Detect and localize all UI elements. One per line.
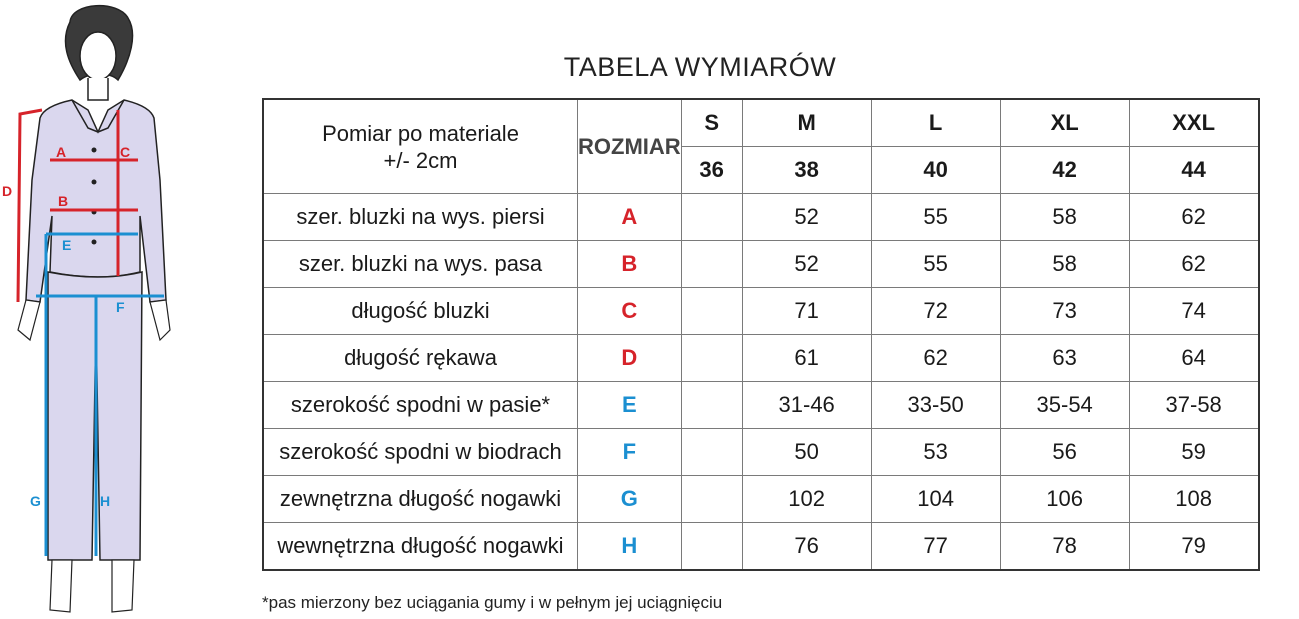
size-number: 38 (742, 147, 871, 194)
cell-value: 63 (1000, 335, 1129, 382)
table-row (263, 288, 1259, 335)
size-number: 42 (1000, 147, 1129, 194)
cell-value: 52 (742, 194, 871, 241)
cell-value: 35-54 (1000, 382, 1129, 429)
cell-value: 78 (1000, 523, 1129, 571)
cell-value: 37-58 (1129, 382, 1259, 429)
row-code: G (578, 476, 682, 523)
figure-label-h: H (100, 493, 111, 509)
size-xxl: XXL (1129, 99, 1259, 147)
footnote: *pas mierzony bez uciągania gumy i w pełnym jej uciągnięciu (262, 593, 723, 612)
row-code: A (578, 194, 682, 241)
cell-value: 62 (1129, 241, 1259, 288)
cell-value (681, 382, 742, 429)
figure-label-b: B (58, 193, 69, 209)
figure-label-f: F (116, 299, 125, 315)
size-number: 44 (1129, 147, 1259, 194)
row-code: C (578, 288, 682, 335)
pajama-measurement-figure (0, 0, 260, 619)
cell-value: 77 (871, 523, 1000, 571)
cell-value: 61 (742, 335, 871, 382)
cell-value: 102 (742, 476, 871, 523)
size-table (262, 98, 1260, 571)
row-label: długość bluzki (263, 288, 578, 335)
table-row (263, 382, 1259, 429)
size-s: S (681, 99, 742, 147)
table-row (263, 241, 1259, 288)
cell-value: 73 (1000, 288, 1129, 335)
row-label: szerokość spodni w pasie* (263, 382, 578, 429)
row-label: szer. bluzki na wys. pasa (263, 241, 578, 288)
size-number: 36 (681, 147, 742, 194)
cell-value (681, 335, 742, 382)
table-row (263, 429, 1259, 476)
row-code: F (578, 429, 682, 476)
cell-value (681, 241, 742, 288)
size-label: ROZMIAR (578, 99, 682, 194)
cell-value (681, 429, 742, 476)
cell-value: 53 (871, 429, 1000, 476)
row-label: długość rękawa (263, 335, 578, 382)
table-row (263, 194, 1259, 241)
cell-value (681, 476, 742, 523)
cell-value: 71 (742, 288, 871, 335)
table-row (263, 335, 1259, 382)
row-code: H (578, 523, 682, 571)
size-l: L (871, 99, 1000, 147)
cell-value: 64 (1129, 335, 1259, 382)
table-row (263, 523, 1259, 571)
cell-value: 74 (1129, 288, 1259, 335)
cell-value (681, 288, 742, 335)
row-label: wewnętrzna długość nogawki (263, 523, 578, 571)
size-m: M (742, 99, 871, 147)
cell-value: 59 (1129, 429, 1259, 476)
cell-value: 79 (1129, 523, 1259, 571)
figure-label-c: C (120, 144, 131, 160)
figure-label-g: G (30, 493, 41, 509)
cell-value: 52 (742, 241, 871, 288)
cell-value: 58 (1000, 194, 1129, 241)
measure-header (263, 99, 578, 194)
cell-value: 55 (871, 194, 1000, 241)
row-label: szerokość spodni w biodrach (263, 429, 578, 476)
cell-value: 104 (871, 476, 1000, 523)
measure-header-line2: +/- 2cm (383, 147, 458, 173)
cell-value: 58 (1000, 241, 1129, 288)
cell-value: 33-50 (871, 382, 1000, 429)
cell-value: 72 (871, 288, 1000, 335)
cell-value: 106 (1000, 476, 1129, 523)
cell-value: 56 (1000, 429, 1129, 476)
cell-value (681, 523, 742, 571)
cell-value: 62 (871, 335, 1000, 382)
row-label: szer. bluzki na wys. piersi (263, 194, 578, 241)
size-xl: XL (1000, 99, 1129, 147)
face (80, 32, 116, 80)
page-title: TABELA WYMIARÓW (563, 52, 837, 82)
cell-value: 108 (1129, 476, 1259, 523)
cell-value: 76 (742, 523, 871, 571)
figure-label-a: A (56, 144, 67, 160)
row-code: D (578, 335, 682, 382)
figure-label-e: E (62, 237, 72, 253)
cell-value: 55 (871, 241, 1000, 288)
table-row (263, 476, 1259, 523)
header-row-sizes (263, 99, 1259, 147)
measure-header-line1: Pomiar po materiale (322, 120, 519, 146)
size-number: 40 (871, 147, 1000, 194)
cell-value (681, 194, 742, 241)
figure-label-d: D (2, 183, 13, 199)
row-label: zewnętrzna długość nogawki (263, 476, 578, 523)
cell-value: 62 (1129, 194, 1259, 241)
cell-value: 31-46 (742, 382, 871, 429)
row-code: E (578, 382, 682, 429)
row-code: B (578, 241, 682, 288)
cell-value: 50 (742, 429, 871, 476)
